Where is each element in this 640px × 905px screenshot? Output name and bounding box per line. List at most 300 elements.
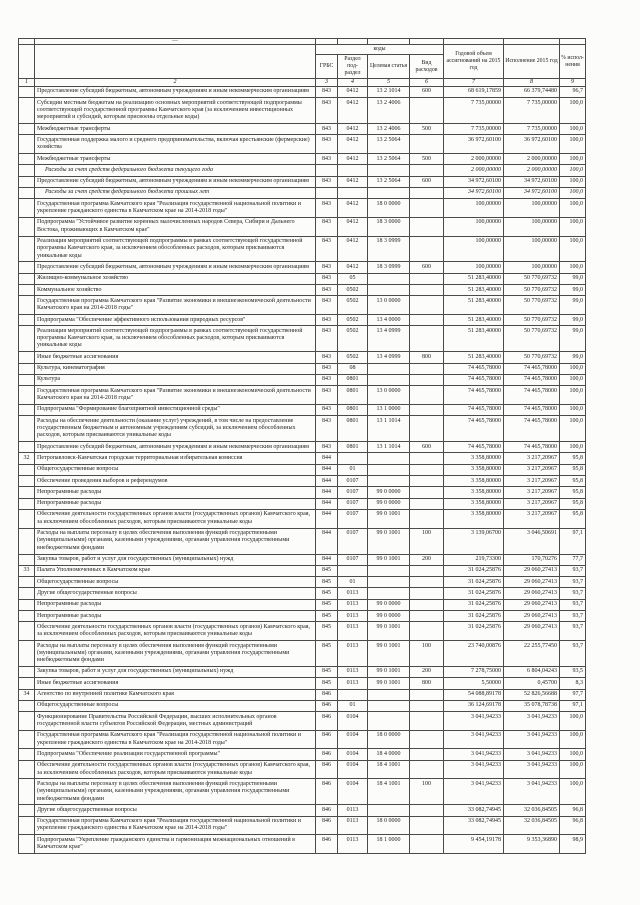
cell-execution: 74 465,78000 [504, 363, 560, 374]
cell-razdel [338, 453, 368, 464]
cell-name: Государственная программа Камчатского края "Развитие экономики и внешнеэкономической деятельности Камчатского края на 2014-2018 годы" [35, 296, 316, 315]
cell-grbs [316, 165, 338, 176]
cell-annual: 2 000,00000 [444, 165, 504, 176]
column-number: 6 [410, 79, 444, 87]
cell-grbs: 843 [316, 326, 338, 352]
cell-annual: 3 041,94233 [444, 749, 504, 760]
cell-annual: 51 283,40000 [444, 273, 504, 284]
cell-row-number [19, 296, 35, 315]
cell-grbs: 845 [316, 577, 338, 588]
cell-execution: 2 000,00000 [504, 154, 560, 165]
cell-annual: 31 024,25876 [444, 588, 504, 599]
table-row [19, 816, 586, 835]
cell-vid [410, 453, 444, 464]
table-row [19, 165, 586, 176]
cell-vid [410, 315, 444, 326]
cell-row-number [19, 442, 35, 453]
cell-grbs: 845 [316, 678, 338, 689]
cell-percent: 93,7 [560, 588, 586, 599]
cell-vid: 600 [410, 176, 444, 187]
cell-annual: 31 024,25876 [444, 599, 504, 610]
header-row-kody [19, 45, 586, 55]
cell-execution: 29 060,27413 [504, 565, 560, 576]
cell-execution: 74 465,78000 [504, 404, 560, 415]
cell-execution: 100,00000 [504, 217, 560, 236]
cell-annual: 54 088,89178 [444, 689, 504, 700]
cell-vid [410, 187, 444, 198]
cell-vid: 200 [410, 666, 444, 677]
cell-percent: 93,7 [560, 577, 586, 588]
cell-razdel: 0412 [338, 86, 368, 97]
cell-name: Подпрограмма "Устойчивое развитие коренных малочисленных народов Севера, Сибири и Дальнего Востока, проживающих в Камчатском крае" [35, 217, 316, 236]
cell-annual: 34 972,60100 [444, 187, 504, 198]
cell-celevaya: 99 0 0000 [368, 498, 410, 509]
cell-celevaya: 18 0 0000 [368, 199, 410, 218]
cell-celevaya [368, 565, 410, 576]
table-row [19, 363, 586, 374]
cell-row-number [19, 285, 35, 296]
cell-celevaya: 18 4 0000 [368, 749, 410, 760]
cell-celevaya [368, 464, 410, 475]
cell-name: Подпрограмма "Укрепление гражданского единства и гармонизация межнациональных отношений в Камчатском крае" [35, 835, 316, 854]
cell-annual: 100,00000 [444, 199, 504, 218]
cell-name: Государственная программа Камчатского края "Развитие экономики и внешнеэкономической деятельности Камчатского края на 2014-2018 годы" [35, 386, 316, 405]
cell-row-number [19, 805, 35, 816]
cell-row-number [19, 199, 35, 218]
cell-row-number [19, 611, 35, 622]
cell-celevaya: 13 4 0000 [368, 315, 410, 326]
cell-celevaya [368, 700, 410, 711]
cell-grbs: 843 [316, 176, 338, 187]
cell-vid [410, 217, 444, 236]
cell-razdel: 0412 [338, 236, 368, 262]
cell-razdel: 08 [338, 363, 368, 374]
cell-razdel: 0412 [338, 154, 368, 165]
cell-annual: 74 465,78000 [444, 442, 504, 453]
cell-grbs: 846 [316, 749, 338, 760]
table-row [19, 404, 586, 415]
column-number: 5 [368, 79, 410, 87]
cell-vid [410, 749, 444, 760]
cell-execution: 3 041,94233 [504, 760, 560, 779]
cell-vid [410, 98, 444, 124]
cell-celevaya: 99 0 1001 [368, 509, 410, 528]
cell-razdel: 0107 [338, 554, 368, 565]
cell-annual: 74 465,78000 [444, 363, 504, 374]
table-row [19, 416, 586, 442]
table-row [19, 509, 586, 528]
cell-execution: 29 060,27413 [504, 622, 560, 641]
cell-row-number [19, 528, 35, 554]
cell-execution: 29 060,27413 [504, 577, 560, 588]
cell-vid [410, 476, 444, 487]
header-cell-annual: Годовой объем ассигнований на 2015 год [444, 45, 504, 79]
cell-razdel: 0113 [338, 588, 368, 599]
cell-percent: 100,0 [560, 416, 586, 442]
cell-name: Функционирование Правительства Российской Федерации, высших исполнительных органов государственной власти субъектов Российской Федерации, местных администраций [35, 712, 316, 731]
cell-vid: 800 [410, 678, 444, 689]
cell-row-number [19, 760, 35, 779]
cell-name: Государственная программа Камчатского края "Реализация государственной национальной политики и укрепление гражданского единства в Камчатском крае на 2014-2018 годы" [35, 199, 316, 218]
cell-row-number [19, 730, 35, 749]
cell-vid [410, 689, 444, 700]
cell-percent: 8,3 [560, 678, 586, 689]
cell-execution: 74 465,78000 [504, 416, 560, 442]
cell-percent: 93,7 [560, 611, 586, 622]
header-cell-percent: % испол- нения [560, 45, 586, 79]
header-cell-vid: Вид расходов [410, 55, 444, 79]
cell-execution: 66 379,74480 [504, 86, 560, 97]
cell-annual: 2 000,00000 [444, 154, 504, 165]
table-row [19, 678, 586, 689]
cell-row-number [19, 165, 35, 176]
cell-percent: 77,7 [560, 554, 586, 565]
table-row [19, 464, 586, 475]
cell-vid [410, 588, 444, 599]
cell-execution: 22 255,77450 [504, 641, 560, 667]
cell-row-number [19, 588, 35, 599]
cell-name: Закупка товаров, работ и услуг для государственных (муниципальных) нужд [35, 554, 316, 565]
table-row [19, 352, 586, 363]
cell-vid [410, 199, 444, 218]
table-row [19, 712, 586, 731]
cell-vid [410, 165, 444, 176]
cell-execution: 3 217,20967 [504, 464, 560, 475]
cell-grbs: 843 [316, 386, 338, 405]
budget-table [18, 38, 586, 854]
cell-row-number [19, 835, 35, 854]
cell-annual: 34 972,60100 [444, 176, 504, 187]
cell-razdel: 01 [338, 577, 368, 588]
cell-name: Обеспечение деятельности государственных органов власти (государственных органов) Камчатского края, за исключением обособленных расходов, которым присваиваются уникальные коды [35, 509, 316, 528]
cell-percent: 100,0 [560, 187, 586, 198]
cell-celevaya: 13 4 0999 [368, 352, 410, 363]
cell-grbs: 844 [316, 487, 338, 498]
cell-row-number [19, 666, 35, 677]
cell-name: Расходы на выплаты персоналу в целях обеспечения выполнения функций государственными (муниципальными) органами, казенными учреждениями, органами управления государственными внебюджетными фондами [35, 779, 316, 805]
cell-annual: 100,00000 [444, 262, 504, 273]
cell-celevaya [368, 712, 410, 731]
cell-annual: 5,50000 [444, 678, 504, 689]
header-cell-celevaya: Целевая статья [368, 55, 410, 79]
cell-execution: 100,00000 [504, 262, 560, 273]
cell-annual: 3 139,06700 [444, 528, 504, 554]
cell-percent: 97,7 [560, 689, 586, 700]
table-row [19, 187, 586, 198]
cell-percent: 95,8 [560, 453, 586, 464]
cell-execution: 34 972,60100 [504, 187, 560, 198]
cell-execution: 32 036,84505 [504, 816, 560, 835]
header-cell-grbs: ГРБС [316, 55, 338, 79]
cell-row-number [19, 273, 35, 284]
cell-name: Обеспечение деятельности государственных органов власти (государственных органов) Камчатского края, за исключением обособленных расходов, которым присваиваются уникальные коды [35, 622, 316, 641]
cell-percent: 93,7 [560, 599, 586, 610]
cell-vid [410, 622, 444, 641]
cell-vid [410, 805, 444, 816]
column-number: 3 [316, 79, 338, 87]
cell-razdel: 0113 [338, 666, 368, 677]
table-row [19, 135, 586, 154]
cell-percent: 100,0 [560, 176, 586, 187]
cell-name: Жилищно-коммунальное хозяйство [35, 273, 316, 284]
cell-execution: 170,70276 [504, 554, 560, 565]
cell-vid [410, 296, 444, 315]
cell-celevaya: 99 0 1001 [368, 666, 410, 677]
cell-vid [410, 712, 444, 731]
cell-vid [410, 577, 444, 588]
cell-celevaya: 13 2 4006 [368, 124, 410, 135]
table-row [19, 835, 586, 854]
table-row [19, 262, 586, 273]
cell-annual: 74 465,78000 [444, 386, 504, 405]
cell-grbs: 843 [316, 135, 338, 154]
cell-grbs: 846 [316, 700, 338, 711]
cell-grbs: 843 [316, 236, 338, 262]
cell-celevaya: 13 1 0000 [368, 404, 410, 415]
cell-percent: 97,1 [560, 528, 586, 554]
cell-celevaya: 18 0 0000 [368, 730, 410, 749]
cell-execution: 100,00000 [504, 236, 560, 262]
cell-celevaya: 18 3 0999 [368, 236, 410, 262]
cell-row-number [19, 315, 35, 326]
cell-vid: 600 [410, 442, 444, 453]
cell-razdel: 0113 [338, 611, 368, 622]
cell-celevaya: 99 0 0000 [368, 599, 410, 610]
cell-grbs: 846 [316, 760, 338, 779]
cell-razdel: 0104 [338, 760, 368, 779]
cell-execution: 34 972,60100 [504, 176, 560, 187]
cell-name: Непрограммные расходы [35, 599, 316, 610]
cell-percent: 98,9 [560, 835, 586, 854]
cell-annual: 219,73300 [444, 554, 504, 565]
cell-execution: 100,00000 [504, 199, 560, 218]
cell-celevaya [368, 453, 410, 464]
cell-name: Петропавловск-Камчатская городская территориальная избирательная комиссия [35, 453, 316, 464]
cell-row-number [19, 404, 35, 415]
cell-celevaya: 18 4 1001 [368, 760, 410, 779]
cell-row-number [19, 374, 35, 385]
cell-annual: 3 358,80000 [444, 509, 504, 528]
cell-razdel: 0107 [338, 509, 368, 528]
cell-percent: 95,8 [560, 509, 586, 528]
cell-vid [410, 611, 444, 622]
cell-razdel: 0104 [338, 749, 368, 760]
cell-row-number [19, 236, 35, 262]
cell-percent: 100,0 [560, 199, 586, 218]
cell-annual: 74 465,78000 [444, 416, 504, 442]
cell-grbs: 843 [316, 315, 338, 326]
cell-celevaya [368, 273, 410, 284]
cell-percent: 99,0 [560, 273, 586, 284]
cell-grbs: 845 [316, 588, 338, 599]
cell-execution: 50 770,69732 [504, 315, 560, 326]
cell-annual: 3 041,94233 [444, 779, 504, 805]
cell-percent: 100,0 [560, 217, 586, 236]
cell-vid: 100 [410, 779, 444, 805]
cell-annual: 36 972,60100 [444, 135, 504, 154]
table-row [19, 641, 586, 667]
cell-vid [410, 498, 444, 509]
cell-annual: 51 283,40000 [444, 352, 504, 363]
cell-razdel: 0502 [338, 315, 368, 326]
cell-grbs: 846 [316, 835, 338, 854]
table-row [19, 374, 586, 385]
cell-vid: 100 [410, 641, 444, 667]
cell-row-number [19, 641, 35, 667]
cell-razdel: 0113 [338, 599, 368, 610]
cell-vid [410, 509, 444, 528]
cell-name: Палата Уполномоченных в Камчатском крае [35, 565, 316, 576]
cell-annual: 3 358,80000 [444, 464, 504, 475]
cell-name: Другие общегосударственные вопросы [35, 805, 316, 816]
cell-grbs: 843 [316, 199, 338, 218]
cell-razdel: 0412 [338, 262, 368, 273]
cell-vid [410, 363, 444, 374]
cell-annual: 3 041,94233 [444, 760, 504, 779]
cell-name: Агентство по внутренней политике Камчатского края [35, 689, 316, 700]
cell-celevaya [368, 476, 410, 487]
cell-vid [410, 487, 444, 498]
cell-razdel: 0113 [338, 805, 368, 816]
header-cell-number [19, 45, 35, 79]
table-row [19, 273, 586, 284]
cell-row-number: 32 [19, 453, 35, 464]
cell-razdel: 0801 [338, 404, 368, 415]
cell-annual: 3 041,94233 [444, 712, 504, 731]
cell-razdel: 0412 [338, 124, 368, 135]
cell-razdel: 0107 [338, 487, 368, 498]
cell-percent: 100,0 [560, 712, 586, 731]
cell-razdel: 0412 [338, 176, 368, 187]
cell-annual: 51 283,40000 [444, 296, 504, 315]
table-row [19, 442, 586, 453]
cell-annual: 31 024,25876 [444, 577, 504, 588]
cell-grbs: 843 [316, 98, 338, 124]
cell-percent: 100,0 [560, 124, 586, 135]
cell-row-number: 34 [19, 689, 35, 700]
cell-percent: 93,5 [560, 666, 586, 677]
cell-percent: 100,0 [560, 236, 586, 262]
cell-execution: 74 465,78000 [504, 386, 560, 405]
cell-vid [410, 135, 444, 154]
cell-celevaya: 13 1 1014 [368, 416, 410, 442]
cell-grbs: 844 [316, 453, 338, 464]
cell-percent: 100,0 [560, 165, 586, 176]
table-body [19, 86, 586, 853]
cell-row-number [19, 135, 35, 154]
cell-razdel: 0502 [338, 296, 368, 315]
table-row [19, 236, 586, 262]
cell-row-number [19, 498, 35, 509]
column-number: 2 [35, 79, 316, 87]
cell-grbs: 846 [316, 712, 338, 731]
cell-celevaya [368, 374, 410, 385]
cell-razdel [338, 689, 368, 700]
cell-percent: 97,1 [560, 700, 586, 711]
cell-name: Другие общегосударственные вопросы [35, 588, 316, 599]
cell-vid [410, 700, 444, 711]
cell-name: Реализация мероприятий соответствующей подпрограммы в рамках соответствующей государственной программы Камчатского края, за исключением обособленных расходов, которым присваиваются уникальные коды [35, 326, 316, 352]
cell-name: Расходы за счет средств федерального бюджета текущего года [35, 165, 316, 176]
cell-name: Коммунальное хозяйство [35, 285, 316, 296]
cell-razdel: 0801 [338, 442, 368, 453]
cell-execution: 0,45700 [504, 678, 560, 689]
cell-percent: 95,8 [560, 476, 586, 487]
cell-razdel: 0104 [338, 712, 368, 731]
cell-celevaya: 99 0 1001 [368, 528, 410, 554]
cell-name: Государственная поддержка малого и среднего предпринимательства, включая крестьянские (фермерские) хозяйства [35, 135, 316, 154]
cell-razdel: 0412 [338, 98, 368, 124]
cell-grbs: 843 [316, 352, 338, 363]
cell-razdel: 0801 [338, 374, 368, 385]
cell-grbs: 843 [316, 285, 338, 296]
cell-row-number [19, 554, 35, 565]
cell-celevaya: 99 0 1001 [368, 622, 410, 641]
cell-name: Подпрограмма "Обеспечение реализации государственной программы" [35, 749, 316, 760]
cell-celevaya: 18 4 1001 [368, 779, 410, 805]
column-number: 9 [560, 79, 586, 87]
cell-annual: 33 082,74945 [444, 816, 504, 835]
cell-name: Расходы за счет средств федерального бюджета прошлых лет [35, 187, 316, 198]
table-row [19, 386, 586, 405]
cell-razdel: 0412 [338, 217, 368, 236]
cell-vid: 500 [410, 124, 444, 135]
cell-grbs: 844 [316, 464, 338, 475]
cell-annual: 31 024,25876 [444, 622, 504, 641]
cell-execution: 50 770,69732 [504, 296, 560, 315]
cell-vid: 800 [410, 352, 444, 363]
cell-grbs: 844 [316, 498, 338, 509]
cell-celevaya [368, 285, 410, 296]
cell-razdel [338, 165, 368, 176]
cell-annual: 31 024,25876 [444, 611, 504, 622]
cell-name: Обеспечение деятельности государственных органов власти (государственных органов) Камчатского края, за исключением обособленных расходов, которым присваиваются уникальные коды [35, 760, 316, 779]
cell-grbs: 846 [316, 805, 338, 816]
cell-annual: 100,00000 [444, 217, 504, 236]
cell-row-number [19, 577, 35, 588]
table-row [19, 487, 586, 498]
cell-grbs: 845 [316, 611, 338, 622]
cell-name: Расходы на обеспечение деятельности (оказание услуг) учреждений, в том числе на предоставление государственным бюджетным и автономным учреждениям субсидий, за исключением обособленных расходов, которым присваиваются уникальные коды [35, 416, 316, 442]
cell-razdel: 0113 [338, 678, 368, 689]
cell-name: Культура [35, 374, 316, 385]
cell-execution: 50 770,69732 [504, 285, 560, 296]
header-cell-razdel: Раздел под- раздел [338, 55, 368, 79]
cell-row-number [19, 712, 35, 731]
cell-row-number [19, 176, 35, 187]
cell-razdel: 0412 [338, 199, 368, 218]
cell-celevaya: 13 2 5064 [368, 154, 410, 165]
column-number: 4 [338, 79, 368, 87]
cell-percent: 95,8 [560, 498, 586, 509]
cell-celevaya: 18 1 0000 [368, 835, 410, 854]
cell-grbs: 846 [316, 816, 338, 835]
cell-razdel: 0104 [338, 730, 368, 749]
cell-name: Иные бюджетные ассигнования [35, 678, 316, 689]
cell-grbs: 844 [316, 554, 338, 565]
table-header [19, 39, 586, 87]
cell-razdel: 05 [338, 273, 368, 284]
table-row [19, 476, 586, 487]
cell-execution: 52 826,56688 [504, 689, 560, 700]
header-cell-execution: Исполнение 2015 год [504, 45, 560, 79]
cell-celevaya [368, 577, 410, 588]
cell-annual: 3 358,80000 [444, 476, 504, 487]
cell-execution: 29 060,27413 [504, 599, 560, 610]
cell-execution: 3 217,20967 [504, 487, 560, 498]
cell-row-number [19, 509, 35, 528]
cell-razdel: 0113 [338, 622, 368, 641]
